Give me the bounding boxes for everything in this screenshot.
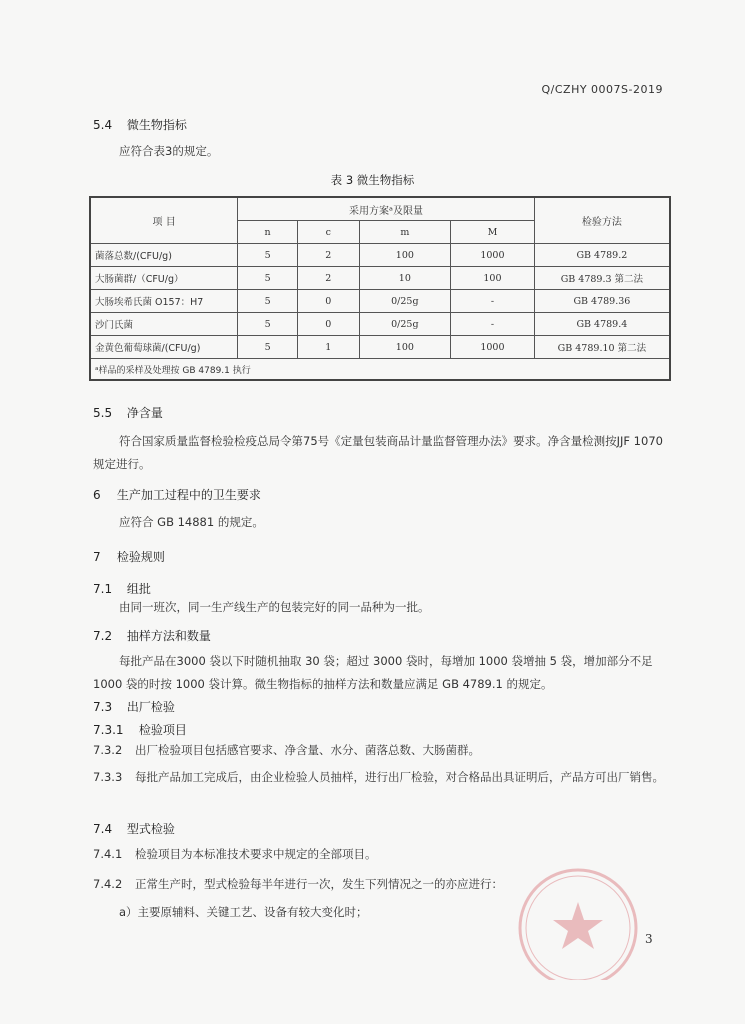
- cell-m: 10: [359, 267, 451, 290]
- section-7-heading: 7 检验规则: [93, 550, 165, 564]
- cell-item: 金黄色葡萄球菌/(CFU/g): [90, 336, 238, 359]
- cell-m: 100: [359, 336, 451, 359]
- table-row: [90, 336, 670, 359]
- table-row: [90, 313, 670, 336]
- cell-item: 沙门氏菌: [90, 313, 238, 336]
- page-number: 3: [645, 932, 653, 946]
- col-header-method: 检验方法: [534, 197, 670, 244]
- section-7-4-1-text: 7.4.1 检验项目为本标准技术要求中规定的全部项目。: [93, 847, 377, 861]
- section-7-4-2-text: 7.4.2 正常生产时，型式检验每半年进行一次，发生下列情况之一的亦应进行：: [93, 877, 503, 891]
- section-7-3-heading: 7.3 出厂检验: [93, 700, 175, 714]
- cell-method: GB 4789.3 第二法: [534, 267, 670, 290]
- subheader-m: m: [359, 221, 451, 244]
- standard-number: Q/CZHY 0007S-2019: [541, 83, 663, 96]
- section-7-2-text: 每批产品在3000 袋以下时随机抽取 30 袋；超过 3000 袋时，每增加 1000 袋增抽 5 袋，增加部分不足 1000 袋的时按 1000 袋计算。微生物指标的抽样方法和数量应满足 GB 4789.1 的规定。: [93, 654, 653, 691]
- cell-m: 0/25g: [359, 313, 451, 336]
- company-seal-icon: [500, 860, 650, 980]
- cell-n: 5: [238, 244, 298, 267]
- section-7-3-3-text: 7.3.3 每批产品加工完成后，由企业检验人员抽样，进行出厂检验，对合格品出具证明后，产品方可出厂销售。: [93, 770, 664, 784]
- cell-m: 0/25g: [359, 290, 451, 313]
- cell-M: 1000: [451, 244, 535, 267]
- section-7-3-2-text: 7.3.2 出厂检验项目包括感官要求、净含量、水分、菌落总数、大肠菌群。: [93, 743, 480, 757]
- cell-c: 2: [297, 244, 359, 267]
- cell-M: 1000: [451, 336, 535, 359]
- section-5-4-heading: 5.4 微生物指标: [93, 118, 187, 132]
- cell-item: 大肠菌群/（CFU/g）: [90, 267, 238, 290]
- cell-m: 100: [359, 244, 451, 267]
- section-7-1-text: 由同一班次，同一生产线生产的包装完好的同一品种为一批。: [119, 600, 430, 614]
- cell-M: -: [451, 313, 535, 336]
- section-7-2-heading: 7.2 抽样方法和数量: [93, 629, 211, 643]
- cell-n: 5: [238, 336, 298, 359]
- cell-method: GB 4789.2: [534, 244, 670, 267]
- cell-c: 0: [297, 290, 359, 313]
- table-row: [90, 244, 670, 267]
- section-5-4-text: 应符合表3的规定。: [119, 144, 219, 158]
- subheader-n: n: [238, 221, 298, 244]
- section-7-3-1-heading: 7.3.1 检验项目: [93, 723, 187, 737]
- cell-method: GB 4789.4: [534, 313, 670, 336]
- cell-c: 1: [297, 336, 359, 359]
- section-7-4-heading: 7.4 型式检验: [93, 822, 175, 836]
- cell-method: GB 4789.36: [534, 290, 670, 313]
- cell-n: 5: [238, 290, 298, 313]
- table-footnote: ᵃ样品的采样及处理按 GB 4789.1 执行: [90, 359, 670, 381]
- cell-n: 5: [238, 313, 298, 336]
- table-caption: 表 3 微生物指标: [330, 173, 415, 187]
- list-item-a: a）主要原辅料、关键工艺、设备有较大变化时；: [119, 905, 368, 919]
- table-row: [90, 267, 670, 290]
- cell-method: GB 4789.10 第二法: [534, 336, 670, 359]
- cell-M: -: [451, 290, 535, 313]
- section-5-5-heading: 5.5 净含量: [93, 406, 163, 420]
- cell-M: 100: [451, 267, 535, 290]
- cell-item: 菌落总数/(CFU/g): [90, 244, 238, 267]
- cell-c: 2: [297, 267, 359, 290]
- section-5-5-text: 符合国家质量监督检验检疫总局令第75号《定量包装商品计量监督管理办法》要求。净含量检测按JJF 1070规定进行。: [93, 434, 663, 471]
- subheader-c: c: [297, 221, 359, 244]
- col-header-item: 项 目: [90, 197, 238, 244]
- subheader-M: M: [451, 221, 535, 244]
- section-7-1-heading: 7.1 组批: [93, 582, 151, 596]
- col-header-plan: 采用方案ᵃ及限量: [238, 197, 534, 221]
- cell-item: 大肠埃希氏菌 O157：H7: [90, 290, 238, 313]
- table-row: [90, 290, 670, 313]
- section-6-heading: 6 生产加工过程中的卫生要求: [93, 488, 261, 502]
- microbiology-table: [89, 196, 671, 381]
- section-6-text: 应符合 GB 14881 的规定。: [119, 515, 264, 529]
- cell-n: 5: [238, 267, 298, 290]
- cell-c: 0: [297, 313, 359, 336]
